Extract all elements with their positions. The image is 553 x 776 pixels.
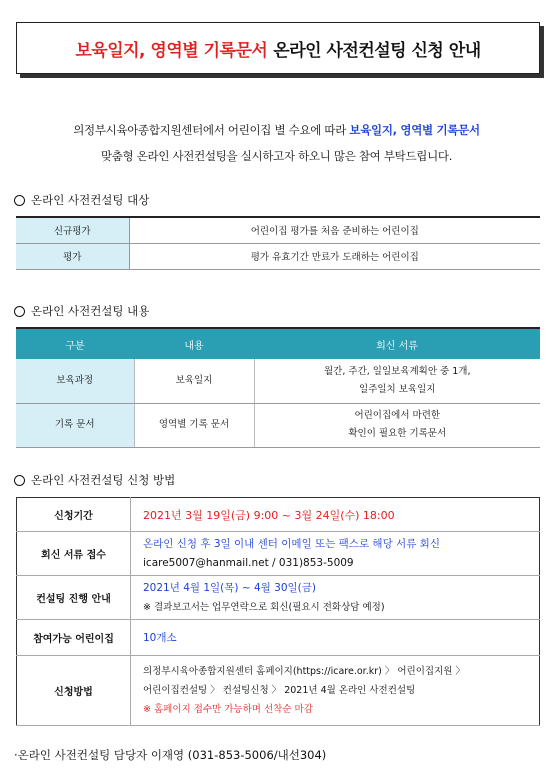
circle-bullet-icon (14, 475, 25, 486)
intro-paragraph (0, 117, 553, 169)
table-row (16, 217, 540, 243)
table-row (17, 656, 540, 726)
intro-line-1: 의정부시육아종합지원센터에서 어린이집 별 수요에 따라 보육일지, 영역별 기록문서 (73, 123, 480, 137)
section-content-heading: 온라인 사전컨설팅 내용 (14, 303, 149, 319)
category-cell: 기록 문서 (16, 403, 134, 447)
table-row (17, 532, 540, 576)
circle-bullet-icon (14, 306, 25, 317)
reply-value: 온라인 신청 후 3일 이내 센터 이메일 또는 팩스로 해당 서류 회신 icare5007@hanmail.net / 031)853-5009 (131, 532, 540, 576)
capacity-label: 참여가능 어린이집 (17, 620, 131, 656)
docs-cell: 월간, 주간, 일일보육계획안 중 1개, 일주일치 보육일지 (254, 359, 540, 403)
period-label: 신청기간 (17, 498, 131, 532)
period-value: 2021년 3월 19일(금) 9:00 ~ 3월 24일(수) 18:00 (131, 498, 540, 532)
method-value: 의정부시육아종합지원센터 홈페이지(https://icare.or.kr) 〉 어린이집지원 〉 어린이집컨설팅 〉 컨설팅신청 〉 2021년 4월 온라인 사전컨설팅 ※ 홈페이지 접수만 가능하며 선착순 마감 (131, 656, 540, 726)
table-row (17, 620, 540, 656)
method-table (16, 497, 540, 726)
target-value: 어린이집 평가를 처음 준비하는 어린이집 (129, 217, 540, 243)
section-method-heading: 온라인 사전컨설팅 신청 방법 (14, 472, 175, 488)
content-table (16, 327, 540, 448)
contact-footer: ‧온라인 사전컨설팅 담당자 이재영 (031-853-5006/내선304) (14, 748, 327, 762)
table-row (17, 498, 540, 532)
docs-cell: 어린이집에서 마련한 확인이 필요한 기록문서 (254, 403, 540, 447)
column-header: 구분 (16, 328, 134, 359)
content-cell: 영역별 기록 문서 (134, 403, 254, 447)
capacity-value: 10개소 (131, 620, 540, 656)
title-rest: 온라인 사전컨설팅 신청 안내 (273, 40, 481, 61)
section-target-heading: 온라인 사전컨설팅 대상 (14, 192, 149, 208)
table-row (17, 576, 540, 620)
progress-label: 컨설팅 진행 안내 (17, 576, 131, 620)
title-highlight: 보육일지, 영역별 기록문서 (75, 40, 268, 61)
intro-line-2: 맞춤형 온라인 사전컨설팅을 실시하고자 하오니 많은 참여 부탁드립니다. (100, 149, 453, 163)
reply-label: 회신 서류 접수 (17, 532, 131, 576)
method-label: 신청방법 (17, 656, 131, 726)
category-cell: 보육과정 (16, 359, 134, 403)
table-row (16, 359, 540, 403)
column-header: 내용 (134, 328, 254, 359)
progress-value: 2021년 4월 1일(목) ~ 4월 30일(금) ※ 결과보고서는 업무연락으로 회신(필요시 전화상담 예정) (131, 576, 540, 620)
table-row (16, 243, 540, 269)
target-table (16, 216, 540, 270)
circle-bullet-icon (14, 195, 25, 206)
table-header-row (16, 328, 540, 359)
page-title (16, 22, 540, 74)
target-label: 평가 (16, 243, 129, 269)
target-value: 평가 유효기간 만료가 도래하는 어린이집 (129, 243, 540, 269)
method-note: ※ 홈페이지 접수만 가능하며 선착순 마감 (143, 704, 313, 715)
content-cell: 보육일지 (134, 359, 254, 403)
table-row (16, 403, 540, 447)
column-header: 회신 서류 (254, 328, 540, 359)
intro-highlight: 보육일지, 영역별 기록문서 (349, 123, 480, 137)
target-label: 신규평가 (16, 217, 129, 243)
